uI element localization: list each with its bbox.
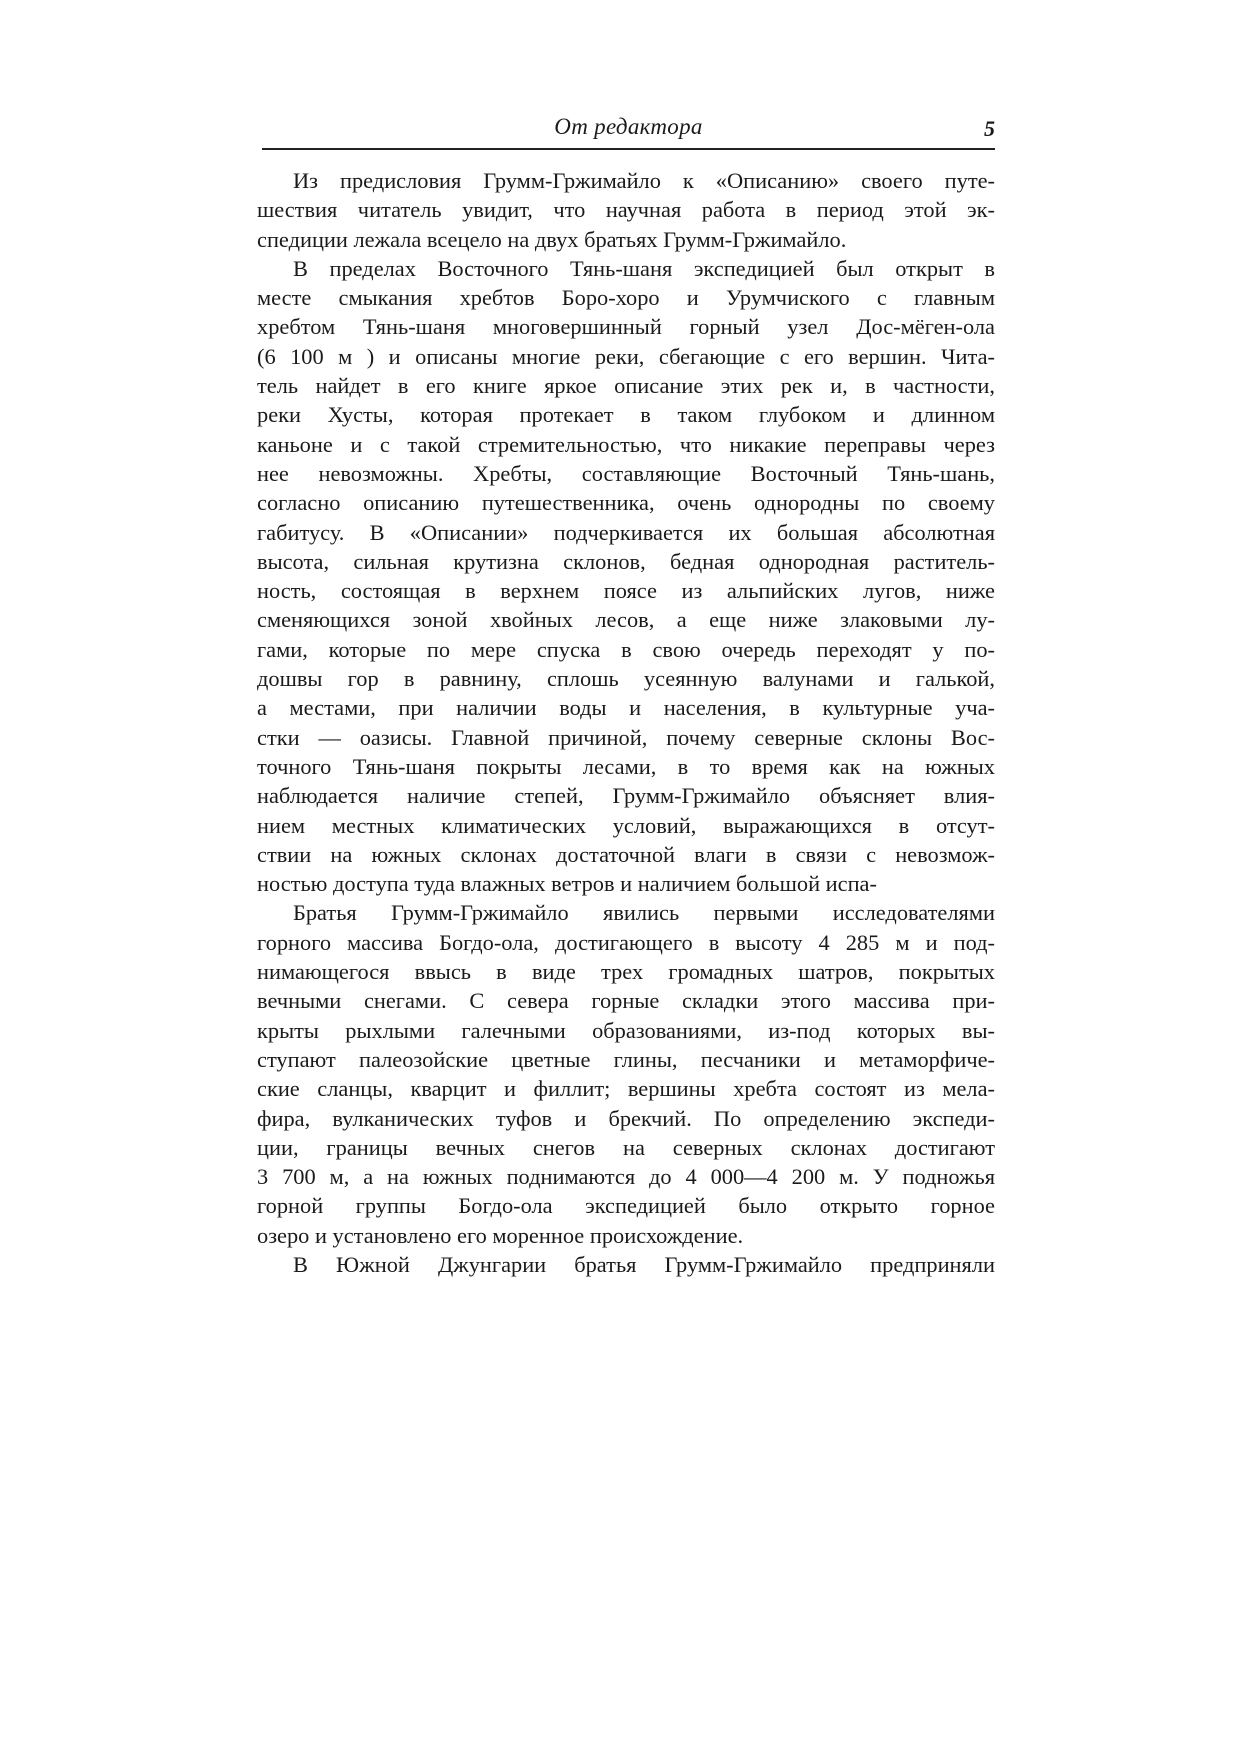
text-line: спедиции лежала всецело на двух братьях Грумм-Гржимайло.	[257, 226, 847, 252]
text-line: а местами, при наличии воды и населения, в культурные уча-	[257, 695, 995, 721]
text-line: сменяющихся зоной хвойных лесов, а еще ниже злаковыми лу-	[257, 607, 995, 633]
text-line: ностью доступа туда влажных ветров и наличием большой испа-	[257, 871, 877, 897]
text-line: крыты рыхлыми галечными образованиями, из-под которых вы-	[257, 1017, 995, 1043]
text-line: гами, которые по мере спуска в свою очередь переходят у по-	[257, 636, 995, 662]
text-line: наблюдается наличие степей, Грумм-Гржимайло объясняет влия-	[257, 783, 995, 809]
running-title: От редактора	[554, 114, 703, 139]
paragraph-1	[257, 166, 995, 254]
text-line: Братья Грумм-Гржимайло явились первыми исследователями	[293, 900, 995, 926]
text-line: шествия читатель увидит, что научная работа в период этой эк-	[257, 197, 995, 223]
text-line: высота, сильная крутизна склонов, бедная однородная раститель-	[257, 548, 995, 574]
text-line: озеро и установлено его моренное происхождение.	[257, 1222, 744, 1248]
text-line: дошвы гор в равнину, сплошь усеянную валунами и галькой,	[257, 666, 995, 692]
text-line: (6 100 м ) и описаны многие реки, сбегающие с его вершин. Чита-	[257, 343, 995, 369]
text-line: нимающегося ввысь в виде трех громадных шатров, покрытых	[257, 959, 995, 985]
text-line: хребтом Тянь-шаня многовершинный горный узел Дос-мёген-ола	[257, 314, 995, 340]
text-line: горной группы Богдо-ола экспедицией было открыто горное	[257, 1193, 995, 1219]
text-line: горного массива Богдо-ола, достигающего в высоту 4 285 м и под-	[257, 929, 995, 955]
text-line: Из предисловия Грумм-Гржимайло к «Описанию» своего путе-	[293, 168, 995, 193]
body-text	[257, 166, 995, 1279]
text-line: ступают палеозойские цветные глины, песчаники и метаморфиче-	[257, 1046, 995, 1072]
text-line: согласно описанию путешественника, очень однородны по своему	[257, 490, 995, 516]
text-line: месте смыкания хребтов Боро-хоро и Урумчиского с главным	[257, 285, 995, 311]
text-line: ность, состоящая в верхнем поясе из альпийских лугов, ниже	[257, 578, 995, 604]
text-line: 3 700 м, а на южных поднимаются до 4 000—4 200 м. У подножья	[257, 1164, 995, 1190]
text-line: нее невозможны. Хребты, составляющие Восточный Тянь-шань,	[257, 460, 995, 486]
text-line: ции, границы вечных снегов на северных склонах достигают	[257, 1134, 995, 1160]
text-line: точного Тянь-шаня покрыты лесами, в то время как на южных	[257, 753, 995, 779]
text-line: ские сланцы, кварцит и филлит; вершины хребта состоят из мела-	[257, 1076, 995, 1102]
text-line: стки — оазисы. Главной причиной, почему северные склоны Вос-	[257, 724, 995, 750]
running-header	[262, 112, 995, 150]
text-line: реки Хусты, которая протекает в таком глубоком и длинном	[257, 402, 995, 428]
text-line: В Южной Джунгарии братья Грумм-Гржимайло предприняли	[293, 1251, 995, 1277]
paragraph-4	[257, 1250, 995, 1279]
paragraph-3	[257, 898, 995, 1250]
paragraph-2	[257, 254, 995, 899]
text-line: нием местных климатических условий, выражающихся в отсут-	[257, 812, 995, 838]
text-line: ствии на южных склонах достаточной влаги в связи с невозмож-	[257, 841, 995, 867]
text-line: фира, вулканических туфов и брекчий. По определению экспеди-	[257, 1105, 995, 1131]
text-line: вечными снегами. С севера горные складки этого массива при-	[257, 988, 995, 1014]
text-line: тель найдет в его книге яркое описание этих рек и, в частности,	[257, 373, 995, 399]
text-line: габитусу. В «Описании» подчеркивается их большая абсолютная	[257, 519, 995, 545]
page-number: 5	[984, 116, 995, 141]
text-line: В пределах Восточного Тянь-шаня экспедицией был открыт в	[293, 255, 995, 281]
text-line: каньоне и с такой стремительностью, что никакие переправы через	[257, 431, 995, 457]
